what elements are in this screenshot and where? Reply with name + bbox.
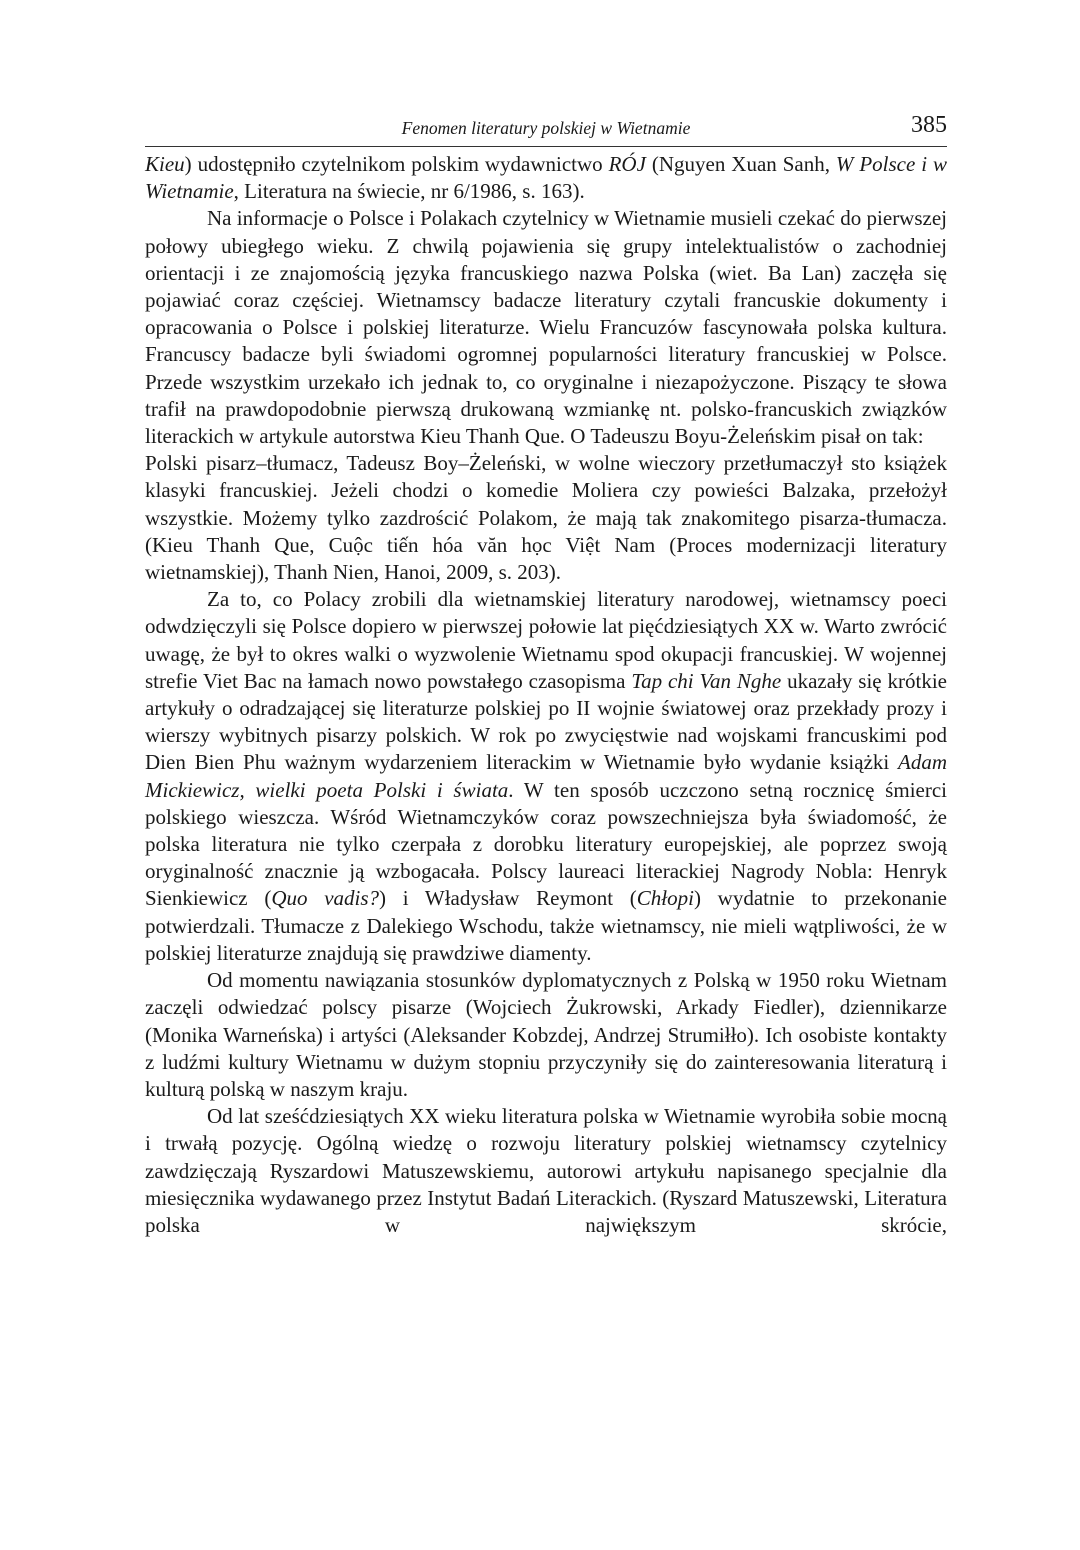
paragraph-6: Od lat sześćdziesiątych XX wieku literatura polska w Wietnamie wyrobiła sobie mocną i trwałą pozycję. Ogólną wiedzę o rozwoju literatury polskiej wietnamscy czytelnicy zawdzięczają Ryszardowi Matuszewskiemu, autorowi artykułu napisanego specjalnie dla miesięcznika wydawanego przez Instytut Badań Literackich. (Ryszard Matuszewski, Literatura polska w największym skrócie, <box>145 1104 947 1237</box>
paragraph-2: Na informacje o Polsce i Polakach czytelnicy w Wietnamie musieli czekać do pierwszej połowy ubiegłego wieku. Z chwilą pojawienia się grupy intelektualistów o zachodniej orientacji i ze znajomością języka francuskiego nazwa Polska (wiet. Ba Lan) zaczęła się pojawiać coraz częściej. Wietnamscy badacze literatury czytali francuskie dokumenty i opracowania o Polsce i polskiej literaturze. Wielu Francuzów fascynowała polska kultura. Francuscy badacze byli świadomi ogromnej popularności literatury francuskiej w Polsce. Przede wszystkim urzekało ich jednak to, co oryginalne i niezapożyczone. Piszący te słowa trafił na prawdopodobnie pierwszą drukowaną wzmiankę nt. polsko-francuskich związków literackich w artykule autorstwa Kieu Thanh Que. O Tadeuszu Boyu-Żeleńskim pisał on tak: <box>145 206 947 449</box>
italic-title-chlopi: Chłopi <box>636 886 694 911</box>
paragraph-1 <box>145 151 947 205</box>
text-run: Za to, co Polacy zrobili dla wietnamskiej literatury narodowej, wietnamscy poeci odwdzięczyli się Polsce dopiero w pierwszej połowie lat pięćdziesiątych XX w. Warto zwrócić uwagę, że był to okres walki o wyzwolenie Wietnamu spod okupacji francuskiej. W wojennej strefie Viet Bac na łamach nowo powstałego czasopisma <box>145 587 947 693</box>
text-run: ) udostępniło czytelnikom polskim wydawnictwo <box>184 152 609 176</box>
paragraph-3-quote: Polski pisarz–tłumacz, Tadeusz Boy–Żeleński, w wolne wieczory przetłumaczył sto książek klasyki francuskiej. Jeżeli chodzi o komedie Moliera czy powieści Balzaka, przełożył wszystkie. Możemy tylko zazdrościć Polakom, że mają tak znakomitego pisarza-tłumacza. (Kieu Thanh Que, Cuộc tiến hóa văn học Việt Nam (Proces modernizacji literatury wietnamskiej), Thanh Nien, Hanoi, 2009, s. 203). <box>145 451 947 585</box>
text-run: . W ten sposób uczczono setną rocznicę śmierci polskiego wieszcza. Wśród Wietnamczyków coraz powszechniejsza była świadomość, że polska literatura nie tylko czerpała z dorobku literatury europejskiej, ale poprzez swoją oryginalność znacznie ją wzbogacała. Polscy laureaci literackiej Nagrody Nobla: Henryk Sienkiewicz ( <box>145 777 947 911</box>
text-run: (Nguyen Xuan Sanh, <box>645 152 836 176</box>
italic-title-tap-chi: Tap chi Van Nghe <box>631 668 782 693</box>
text-run: ) wydatnie to przekonanie potwierdzali. Tłumacze z Dalekiego Wschodu, także wietnamscy, nie mieli wątpliwości, że w polskiej literaturze znajdują się prawdziwe diamenty. <box>145 886 947 965</box>
body-text <box>145 151 947 1239</box>
paragraph-4 <box>145 586 947 967</box>
running-header <box>145 112 947 147</box>
italic-title-kieu: Kieu <box>145 152 185 176</box>
text-run: , Literatura na świecie, nr 6/1986, s. 163). <box>233 179 585 204</box>
text-run: ukazały się krótkie artykuły o odradzającej się literaturze polskiej po II wojnie światowej oraz przekłady prozy i wierszy wybitnych pisarzy polskich. W rok po zwycięstwie nad wojskami francuskimi pod Dien Bien Phu ważnym wydarzeniem literackim w Wietnamie było wydanie książki <box>145 668 947 775</box>
running-title: Fenomen literatury polskiej w Wietnamie <box>401 118 691 138</box>
paragraph-5: Od momentu nawiązania stosunków dyplomatycznych z Polską w 1950 roku Wietnam zaczęli odwiedzać polscy pisarze (Wojciech Żukrowski, Arkady Fiedler), dziennikarze (Monika Warneńska) i artyści (Aleksander Kobzdej, Andrzej Strumiłło). Ich osobiste kontakty z ludźmi kultury Wietnamu w dużym stopniu przyczyniły się do zainteresowania literaturą i kulturą polską w naszym kraju. <box>145 968 947 1101</box>
italic-publisher-roj: RÓJ <box>608 152 646 176</box>
page-number: 385 <box>911 112 947 138</box>
text-run: ) i Władysław Reymont ( <box>379 886 637 911</box>
document-page <box>145 112 947 1239</box>
italic-title-adam-mickiewicz: Adam Mickiewicz, wielki poeta Polski i świata <box>145 750 947 802</box>
italic-title-w-polsce: W Polsce i w Wietnamie <box>145 152 947 204</box>
italic-title-quo-vadis: Quo vadis? <box>271 886 380 911</box>
